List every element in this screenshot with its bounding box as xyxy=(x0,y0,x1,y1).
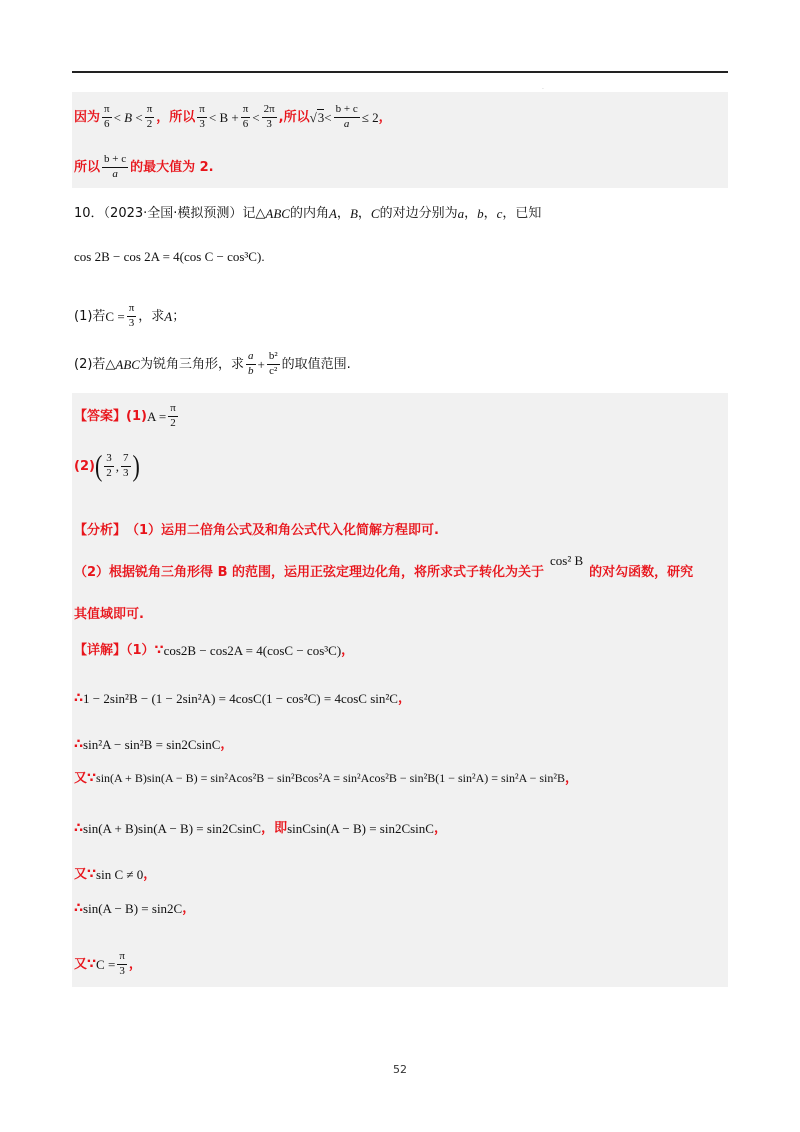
prev-solution-line-1 xyxy=(74,100,392,134)
text: < xyxy=(324,109,332,125)
detail-line-6: 又∵ sin C ≠ 0 ， xyxy=(74,866,157,882)
fraction-7-3: $\frac{7}{3}$ xyxy=(123,451,129,479)
answer-label: 【答案】(1) xyxy=(74,408,147,424)
fraction-pi-3-q: $\frac{\pi}{3}$ xyxy=(128,301,135,329)
fraction-pi-2-ans: $\frac{\pi}{2}$ xyxy=(170,401,176,429)
text: < xyxy=(113,109,121,125)
fraction-bc-a: $\frac{b + c}{a}$ xyxy=(335,102,358,130)
text: 所以 xyxy=(74,159,101,175)
text: < B + xyxy=(208,109,239,125)
detail-line-4: 又∵ sin(A + B)sin(A − B) = sin²Acos²B − sin²Bcos²A = sin²Acos²B − sin²B(1 − sin²A) = sin²A − sin²B ， xyxy=(74,770,578,786)
prev-solution-line-2 xyxy=(74,150,214,184)
text: 因为 xyxy=(74,109,101,125)
question-number: 10．（2023·全国·模拟预测）记△ xyxy=(74,205,266,221)
equation-given: cos 2B − cos 2A = 4(cos C − cos³C) xyxy=(74,248,262,264)
analysis-line-1: 【分析】 （1）运用二倍角公式及和角公式代入化简解方程即可. xyxy=(74,522,439,538)
fraction-3-2: $\frac{3}{2}$ xyxy=(106,451,112,479)
detail-line-2: ∴ 1 − 2sin²B − (1 − 2sin²A) = 4cosC(1 − cos²C) = 4cosC sin²C ， xyxy=(74,690,411,706)
text: ≤ 2 xyxy=(361,109,379,125)
text: < xyxy=(252,109,260,125)
text: ,所以 xyxy=(278,109,310,125)
detail-line-3: ∴ sin²A − sin²B = sin2CsinC ， xyxy=(74,736,234,752)
answer-line-1: 【答案】(1) A = $\frac{\pi}{2}$ xyxy=(74,401,176,429)
var-b: B xyxy=(124,109,133,125)
question-part-1: (1)若 C = $\frac{\pi}{3}$ ，求 A ； xyxy=(74,301,186,329)
question-equation: cos 2B − cos 2A = 4(cos C − cos³C) . xyxy=(74,248,265,264)
detail-line-8: 又∵ C = $\frac{\pi}{3}$ ， xyxy=(74,949,142,977)
question-stem: 10．（2023·全国·模拟预测）记△ ABC 的内角 A ， B ， C 的对边分别为 a ， b ， c ，已知 xyxy=(74,205,542,221)
analysis-line-2: （2）根据锐角三角形得 B 的范围，运用正弦定理边化角，将所求式子转化为关于 cos² B 的对勾函数，研究 xyxy=(74,552,694,580)
detail-label: 【详解】（1）∵ xyxy=(74,642,164,658)
fraction-pi-6b: $\frac{\pi}{6}$ xyxy=(242,102,249,130)
detail-line-1: 【详解】（1）∵ cos2B − cos2A = 4(cosC − cos³C) ， xyxy=(74,642,355,658)
fraction-b2-c2: $\frac{\text{b²}}{\text{c²}}$ xyxy=(268,349,278,377)
cos2b-term: cos² B xyxy=(550,552,584,568)
text: ， xyxy=(378,109,392,125)
page-number: 52 xyxy=(393,1063,407,1076)
fraction-2pi-3: $\frac{2\pi}{3}$ xyxy=(263,102,275,130)
question-part-2: (2)若△ ABC 为锐角三角形，求 $\frac{a}{b}$ + $\frac{\text{b²}}{\text{c²}}$ 的取值范围. xyxy=(74,349,351,377)
fraction-pi-3: $\frac{\pi}{3}$ xyxy=(199,102,205,130)
text: ，所以 xyxy=(156,109,196,125)
answer-line-2: (2) ( $\frac{3}{2}$ , $\frac{7}{3}$ ) xyxy=(74,448,140,483)
fraction-pi-6: $\frac{\pi}{6}$ xyxy=(104,102,110,130)
fraction-pi-3-detail: $\frac{\pi}{3}$ xyxy=(119,949,125,977)
detail-line-7: ∴ sin(A − B) = sin2C ， xyxy=(74,900,196,916)
text: < xyxy=(135,109,143,125)
detail-line-5: ∴ sin(A + B)sin(A − B) = sin2CsinC ，即 sinCsin(A − B) = sin2CsinC ， xyxy=(74,820,447,836)
fraction-a-b: $\frac{a}{b}$ xyxy=(248,349,254,377)
text: 的最大值为 2. xyxy=(130,159,214,175)
sqrt-3: √3 xyxy=(309,109,325,125)
fraction-bc-a-2: $\frac{b + c}{a}$ xyxy=(104,152,127,180)
header-rule xyxy=(72,71,728,73)
fraction-pi-2: $\frac{\pi}{2}$ xyxy=(146,102,153,130)
analysis-label: 【分析】 xyxy=(74,522,127,538)
header-dot: . xyxy=(542,84,544,91)
analysis-line-3: 其值域即可. xyxy=(74,606,144,622)
